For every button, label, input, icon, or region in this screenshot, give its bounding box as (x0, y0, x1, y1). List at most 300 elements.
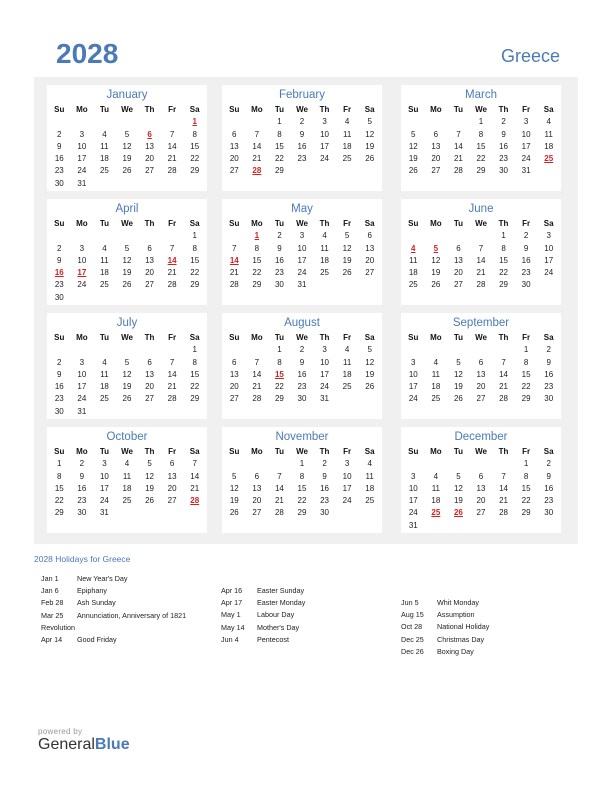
weekday-header: Fr (343, 219, 352, 228)
calendar-day: 5 (147, 459, 152, 469)
holiday-item (41, 573, 186, 585)
month-december (401, 427, 561, 533)
calendar-day: 29 (190, 280, 200, 290)
calendar-day: 11 (320, 243, 329, 253)
calendar-day: 7 (501, 471, 506, 481)
weekday-header: Tu (99, 447, 110, 456)
holiday-date: Jan 6 (41, 586, 59, 596)
calendar-day: 9 (299, 129, 305, 139)
holiday-item (401, 634, 489, 646)
calendar-day: 1 (501, 231, 506, 241)
calendar-day: 15 (297, 483, 307, 493)
holiday-date: Apr 16 (221, 586, 243, 595)
holiday-item (401, 621, 489, 633)
calendar-day: 1 (523, 345, 529, 355)
calendar-day: 28 (476, 280, 486, 290)
weekday-header: We (296, 333, 308, 342)
brand-general: General (38, 736, 95, 753)
weekday-header: Th (319, 447, 330, 456)
calendar-day: 16 (297, 369, 307, 379)
calendar-day: 18 (320, 255, 330, 265)
generalblue-logo[interactable] (38, 736, 130, 754)
weekday-header: Fr (343, 447, 352, 456)
calendar-day: 14 (274, 483, 284, 493)
calendar-day: 23 (544, 496, 554, 506)
calendar-day: 19 (122, 382, 132, 392)
calendar-day: 19 (453, 382, 463, 392)
calendar-day: 28 (499, 508, 509, 518)
empty-cell (223, 344, 246, 356)
holiday-name: New Year's Day (77, 574, 128, 583)
weekday-header: Tu (453, 219, 464, 228)
calendar-day: 20 (145, 382, 155, 392)
calendar-day: 27 (252, 508, 262, 518)
weekday-header: Sa (364, 447, 375, 456)
empty-cell (246, 344, 269, 356)
weekday-header: Mo (251, 105, 263, 114)
calendar-day: 8 (192, 129, 197, 139)
calendar-day: 23 (544, 382, 554, 392)
month-july (47, 313, 207, 419)
weekday-header: We (296, 447, 308, 456)
weekday-header: We (121, 447, 133, 456)
calendar-day: 5 (367, 345, 372, 355)
empty-cell (116, 116, 139, 128)
calendar-day: 17 (408, 496, 418, 506)
holiday-item (41, 597, 186, 609)
calendar-day: 21 (499, 496, 509, 506)
calendar-day: 29 (274, 166, 284, 176)
calendar-day: 7 (169, 129, 175, 139)
empty-cell (402, 116, 425, 128)
calendar-day: 17 (99, 483, 109, 493)
empty-cell (48, 344, 71, 356)
calendar-day: 6 (254, 471, 260, 481)
calendar-day: 10 (77, 141, 87, 151)
calendar-day: 11 (409, 255, 418, 265)
calendar-day: 14 (167, 141, 177, 151)
calendar-day: 10 (320, 129, 330, 139)
weekday-header: Sa (189, 333, 200, 342)
calendar-day: 25 (342, 154, 352, 164)
holiday-name: Easter Sunday (257, 586, 305, 595)
month-name: May (291, 203, 313, 215)
weekday-header: Su (408, 447, 419, 456)
calendar-day: 3 (79, 129, 85, 139)
calendar-day: 27 (145, 394, 155, 404)
calendar-day: 27 (476, 394, 486, 404)
calendar-day: 4 (433, 357, 439, 367)
calendar-day: 27 (453, 280, 463, 290)
month-days-grid (222, 218, 382, 292)
holiday-name: National Holiday (437, 622, 490, 632)
empty-cell (268, 458, 291, 470)
calendar-day: 3 (546, 231, 551, 241)
holiday-day: 17 (77, 268, 87, 278)
weekday-header: Sa (543, 333, 554, 342)
calendar-day: 15 (190, 141, 200, 151)
holiday-date: Apr 14 (41, 634, 63, 644)
calendar-day: 21 (274, 496, 284, 506)
calendar-day: 21 (252, 382, 262, 392)
calendar-day: 27 (145, 166, 155, 176)
holiday-day: 1 (254, 231, 260, 241)
weekday-header: Mo (430, 333, 442, 342)
calendar-day: 2 (299, 345, 305, 355)
weekday-header: Th (498, 333, 509, 342)
month-days-grid (401, 332, 561, 406)
weekday-header: We (121, 219, 133, 228)
country-name: Greece (500, 46, 560, 66)
calendar-day: 17 (408, 382, 418, 392)
calendar-day: 5 (124, 357, 130, 367)
calendar-day: 19 (122, 154, 132, 164)
calendar-day: 19 (408, 154, 418, 164)
empty-cell (93, 230, 116, 242)
calendar-day: 30 (320, 508, 330, 518)
calendar-day: 16 (320, 483, 330, 493)
calendar-day: 12 (229, 483, 239, 493)
calendar-day: 12 (408, 141, 418, 151)
weekday-header: We (475, 447, 487, 456)
calendar-day: 3 (411, 471, 416, 481)
month-days-grid (222, 104, 382, 178)
calendar-day: 15 (190, 369, 200, 379)
calendar-day: 12 (122, 141, 132, 151)
calendar-day: 8 (478, 129, 484, 139)
calendar-day: 24 (544, 268, 554, 278)
calendar-day: 20 (229, 382, 239, 392)
year-title: 2028 (56, 38, 119, 69)
calendar-day: 21 (499, 382, 509, 392)
calendar-day: 30 (499, 166, 509, 176)
calendar-day: 11 (431, 483, 440, 493)
calendar-day: 5 (232, 471, 237, 481)
holiday-date: Dec 26 (401, 646, 424, 656)
calendar-day: 6 (169, 459, 175, 469)
holiday-day: 15 (274, 369, 284, 379)
calendar-day: 9 (57, 141, 62, 151)
calendar-day: 16 (54, 154, 64, 164)
calendar-day: 30 (54, 292, 64, 302)
weekday-header: Fr (168, 447, 177, 456)
calendar-day: 20 (167, 483, 177, 493)
weekday-header: Su (229, 447, 240, 456)
weekday-header: Sa (364, 105, 375, 114)
holiday-item (221, 585, 305, 597)
month-may (222, 199, 382, 305)
calendar-day: 26 (408, 166, 418, 176)
empty-cell (138, 344, 161, 356)
calendar-day: 20 (431, 154, 441, 164)
calendar-day: 31 (320, 394, 330, 404)
calendar-day: 28 (167, 280, 177, 290)
weekday-header: Su (54, 333, 65, 342)
calendar-day: 2 (546, 345, 551, 355)
month-name: September (452, 317, 510, 329)
weekday-header: Tu (274, 219, 285, 228)
calendar-day: 11 (100, 369, 109, 379)
calendar-day: 2 (322, 459, 327, 469)
month-april (47, 199, 207, 305)
empty-cell (246, 116, 269, 128)
empty-cell (71, 230, 94, 242)
calendar-day: 15 (476, 141, 486, 151)
calendar-day: 29 (190, 166, 200, 176)
calendar-day: 6 (456, 243, 461, 253)
calendar-day: 8 (299, 471, 305, 481)
holiday-day: 25 (544, 154, 554, 164)
calendar-day: 16 (499, 141, 509, 151)
empty-cell (223, 458, 246, 470)
weekday-header: Mo (430, 219, 442, 228)
calendar-day: 16 (297, 141, 307, 151)
calendar-day: 5 (344, 231, 350, 241)
calendar-day: 30 (274, 280, 284, 290)
calendar-day: 24 (342, 496, 352, 506)
empty-cell (492, 344, 515, 356)
holiday-date: Apr 17 (221, 598, 243, 608)
weekday-header: Mo (251, 447, 263, 456)
empty-cell (246, 458, 269, 470)
calendar-day: 10 (408, 369, 418, 379)
calendar-day: 4 (344, 117, 350, 127)
calendar-day: 18 (431, 382, 441, 392)
calendar-day: 13 (476, 483, 486, 493)
holiday-name: Ash Sunday (77, 598, 116, 608)
calendar-day: 13 (252, 483, 262, 493)
calendar-day: 10 (99, 471, 109, 481)
month-june (401, 199, 561, 305)
calendar-day: 24 (99, 496, 109, 506)
calendar-day: 5 (411, 129, 416, 139)
brand-blue: Blue (94, 736, 130, 753)
empty-cell (48, 116, 71, 128)
month-name: July (116, 317, 138, 329)
calendar-day: 27 (229, 394, 239, 404)
calendar-day: 9 (546, 357, 551, 367)
calendar-day: 2 (277, 231, 282, 241)
calendar-day: 10 (77, 369, 87, 379)
holidays-title: 2028 Holidays for Greece (34, 554, 131, 564)
calendar-day: 14 (499, 483, 509, 493)
weekday-header: Th (144, 333, 155, 342)
holiday-item (401, 609, 489, 621)
calendar-day: 7 (501, 357, 506, 367)
month-days-grid (222, 446, 382, 520)
calendar-day: 9 (322, 471, 327, 481)
calendar-day: 31 (77, 178, 87, 188)
calendar-day: 3 (411, 357, 416, 367)
empty-cell (470, 230, 493, 242)
calendar-day: 23 (54, 166, 64, 176)
calendar-day: 24 (77, 166, 87, 176)
holiday-name: Labour Day (257, 610, 295, 620)
calendar-day: 26 (365, 382, 375, 392)
calendar-day: 1 (523, 459, 529, 469)
month-name: June (468, 203, 494, 215)
calendar-day: 30 (77, 508, 87, 518)
calendar-day: 25 (320, 268, 330, 278)
calendar-day: 2 (79, 459, 85, 469)
weekday-header: Tu (453, 333, 464, 342)
weekday-header: Mo (76, 219, 88, 228)
calendar-day: 24 (77, 394, 87, 404)
calendar-day: 25 (365, 496, 375, 506)
calendar-day: 8 (192, 357, 197, 367)
weekday-header: Su (54, 105, 65, 114)
empty-cell (138, 116, 161, 128)
calendar-day: 2 (523, 231, 529, 241)
calendar-day: 3 (299, 231, 305, 241)
calendar-day: 11 (100, 141, 109, 151)
weekday-header: Th (144, 219, 155, 228)
holiday-date: Jun 4 (221, 634, 239, 644)
month-days-grid (47, 446, 207, 520)
calendar-day: 27 (167, 496, 177, 506)
holiday-day: 4 (411, 243, 416, 253)
weekday-header: Fr (168, 105, 177, 114)
calendar-day: 17 (544, 255, 554, 265)
calendar-day: 1 (478, 117, 484, 127)
holiday-date: Revolution (41, 622, 75, 632)
holiday-day: 14 (167, 255, 177, 265)
calendar-day: 25 (122, 496, 132, 506)
calendar-day: 6 (433, 129, 439, 139)
calendar-day: 30 (54, 178, 64, 188)
calendar-day: 5 (124, 129, 130, 139)
calendar-day: 14 (252, 369, 262, 379)
calendar-day: 27 (431, 166, 441, 176)
calendar-day: 29 (476, 166, 486, 176)
calendar-day: 30 (521, 280, 531, 290)
holiday-item (221, 597, 305, 609)
calendar-day: 28 (252, 394, 262, 404)
calendar-day: 25 (408, 280, 418, 290)
month-march (401, 85, 561, 191)
weekday-header: Th (319, 105, 330, 114)
calendar-day: 3 (322, 345, 327, 355)
calendar-day: 20 (229, 154, 239, 164)
calendar-day: 12 (342, 243, 352, 253)
holiday-column-3 (401, 597, 489, 658)
holiday-day: 28 (252, 166, 262, 176)
holiday-day: 6 (147, 129, 152, 139)
calendar-day: 4 (546, 117, 551, 127)
calendar-day: 13 (167, 471, 177, 481)
weekday-header: Th (498, 105, 509, 114)
holiday-day: 14 (229, 255, 239, 265)
calendar-day: 5 (456, 471, 461, 481)
empty-cell (447, 458, 470, 470)
calendar-day: 24 (408, 508, 418, 518)
calendar-day: 16 (544, 483, 554, 493)
empty-cell (71, 116, 94, 128)
calendar-day: 19 (122, 268, 132, 278)
calendar-day: 9 (277, 243, 282, 253)
calendar-day: 12 (145, 471, 155, 481)
empty-cell (402, 458, 425, 470)
weekday-header: Mo (430, 447, 442, 456)
calendar-day: 26 (145, 496, 155, 506)
holiday-name: Pentecost (257, 634, 289, 644)
holiday-item (401, 597, 489, 609)
calendar-day: 21 (229, 268, 239, 278)
calendar-day: 28 (229, 280, 239, 290)
calendar-day: 19 (342, 255, 352, 265)
empty-cell (425, 116, 448, 128)
weekday-header: Sa (189, 219, 200, 228)
weekday-header: Su (408, 333, 419, 342)
weekday-header: Mo (251, 219, 263, 228)
calendar-day: 21 (476, 268, 486, 278)
calendar-day: 23 (77, 496, 87, 506)
calendar-day: 12 (365, 357, 375, 367)
weekday-header: Fr (343, 333, 352, 342)
calendar-day: 13 (431, 141, 441, 151)
weekday-header: Su (54, 219, 65, 228)
holiday-name: Mother's Day (257, 622, 300, 632)
weekday-header: Tu (99, 219, 110, 228)
month-september (401, 313, 561, 419)
weekday-header: Fr (522, 447, 531, 456)
calendar-day: 12 (365, 129, 375, 139)
weekday-header: We (121, 333, 133, 342)
calendar-day: 9 (57, 369, 62, 379)
weekday-header: Sa (543, 105, 554, 114)
calendar-day: 29 (190, 394, 200, 404)
calendar-day: 2 (57, 129, 62, 139)
weekday-header: Sa (543, 447, 554, 456)
holiday-item (41, 622, 186, 634)
empty-cell (161, 230, 184, 242)
calendar-day: 13 (145, 255, 155, 265)
calendar-day: 22 (274, 382, 284, 392)
month-october (47, 427, 207, 533)
calendar-day: 1 (277, 117, 282, 127)
calendar-day: 10 (521, 129, 531, 139)
calendar-day: 20 (453, 268, 463, 278)
calendar-day: 8 (192, 243, 197, 253)
calendar-day: 19 (431, 268, 441, 278)
calendar-day: 4 (102, 243, 107, 253)
calendar-day: 19 (145, 483, 155, 493)
calendar-day: 17 (320, 369, 330, 379)
calendar-day: 21 (167, 268, 177, 278)
holiday-item (401, 646, 489, 658)
calendar-day: 23 (320, 496, 330, 506)
holiday-day: 25 (431, 508, 441, 518)
calendar-day: 11 (122, 471, 132, 481)
calendar-day: 22 (521, 382, 531, 392)
weekday-header: We (296, 105, 308, 114)
calendar-day: 4 (367, 459, 372, 469)
holiday-item (41, 634, 186, 646)
empty-cell (116, 230, 139, 242)
calendar-day: 26 (122, 394, 132, 404)
calendar-day: 14 (476, 255, 486, 265)
calendar-day: 12 (431, 255, 441, 265)
calendar-day: 9 (523, 243, 529, 253)
weekday-header: Sa (364, 219, 375, 228)
empty-cell (93, 116, 116, 128)
month-name: November (275, 431, 329, 443)
month-days-grid (401, 218, 561, 292)
calendar-day: 6 (232, 129, 237, 139)
calendar-day: 24 (408, 394, 418, 404)
calendar-day: 14 (252, 141, 262, 151)
calendar-day: 9 (79, 471, 85, 481)
